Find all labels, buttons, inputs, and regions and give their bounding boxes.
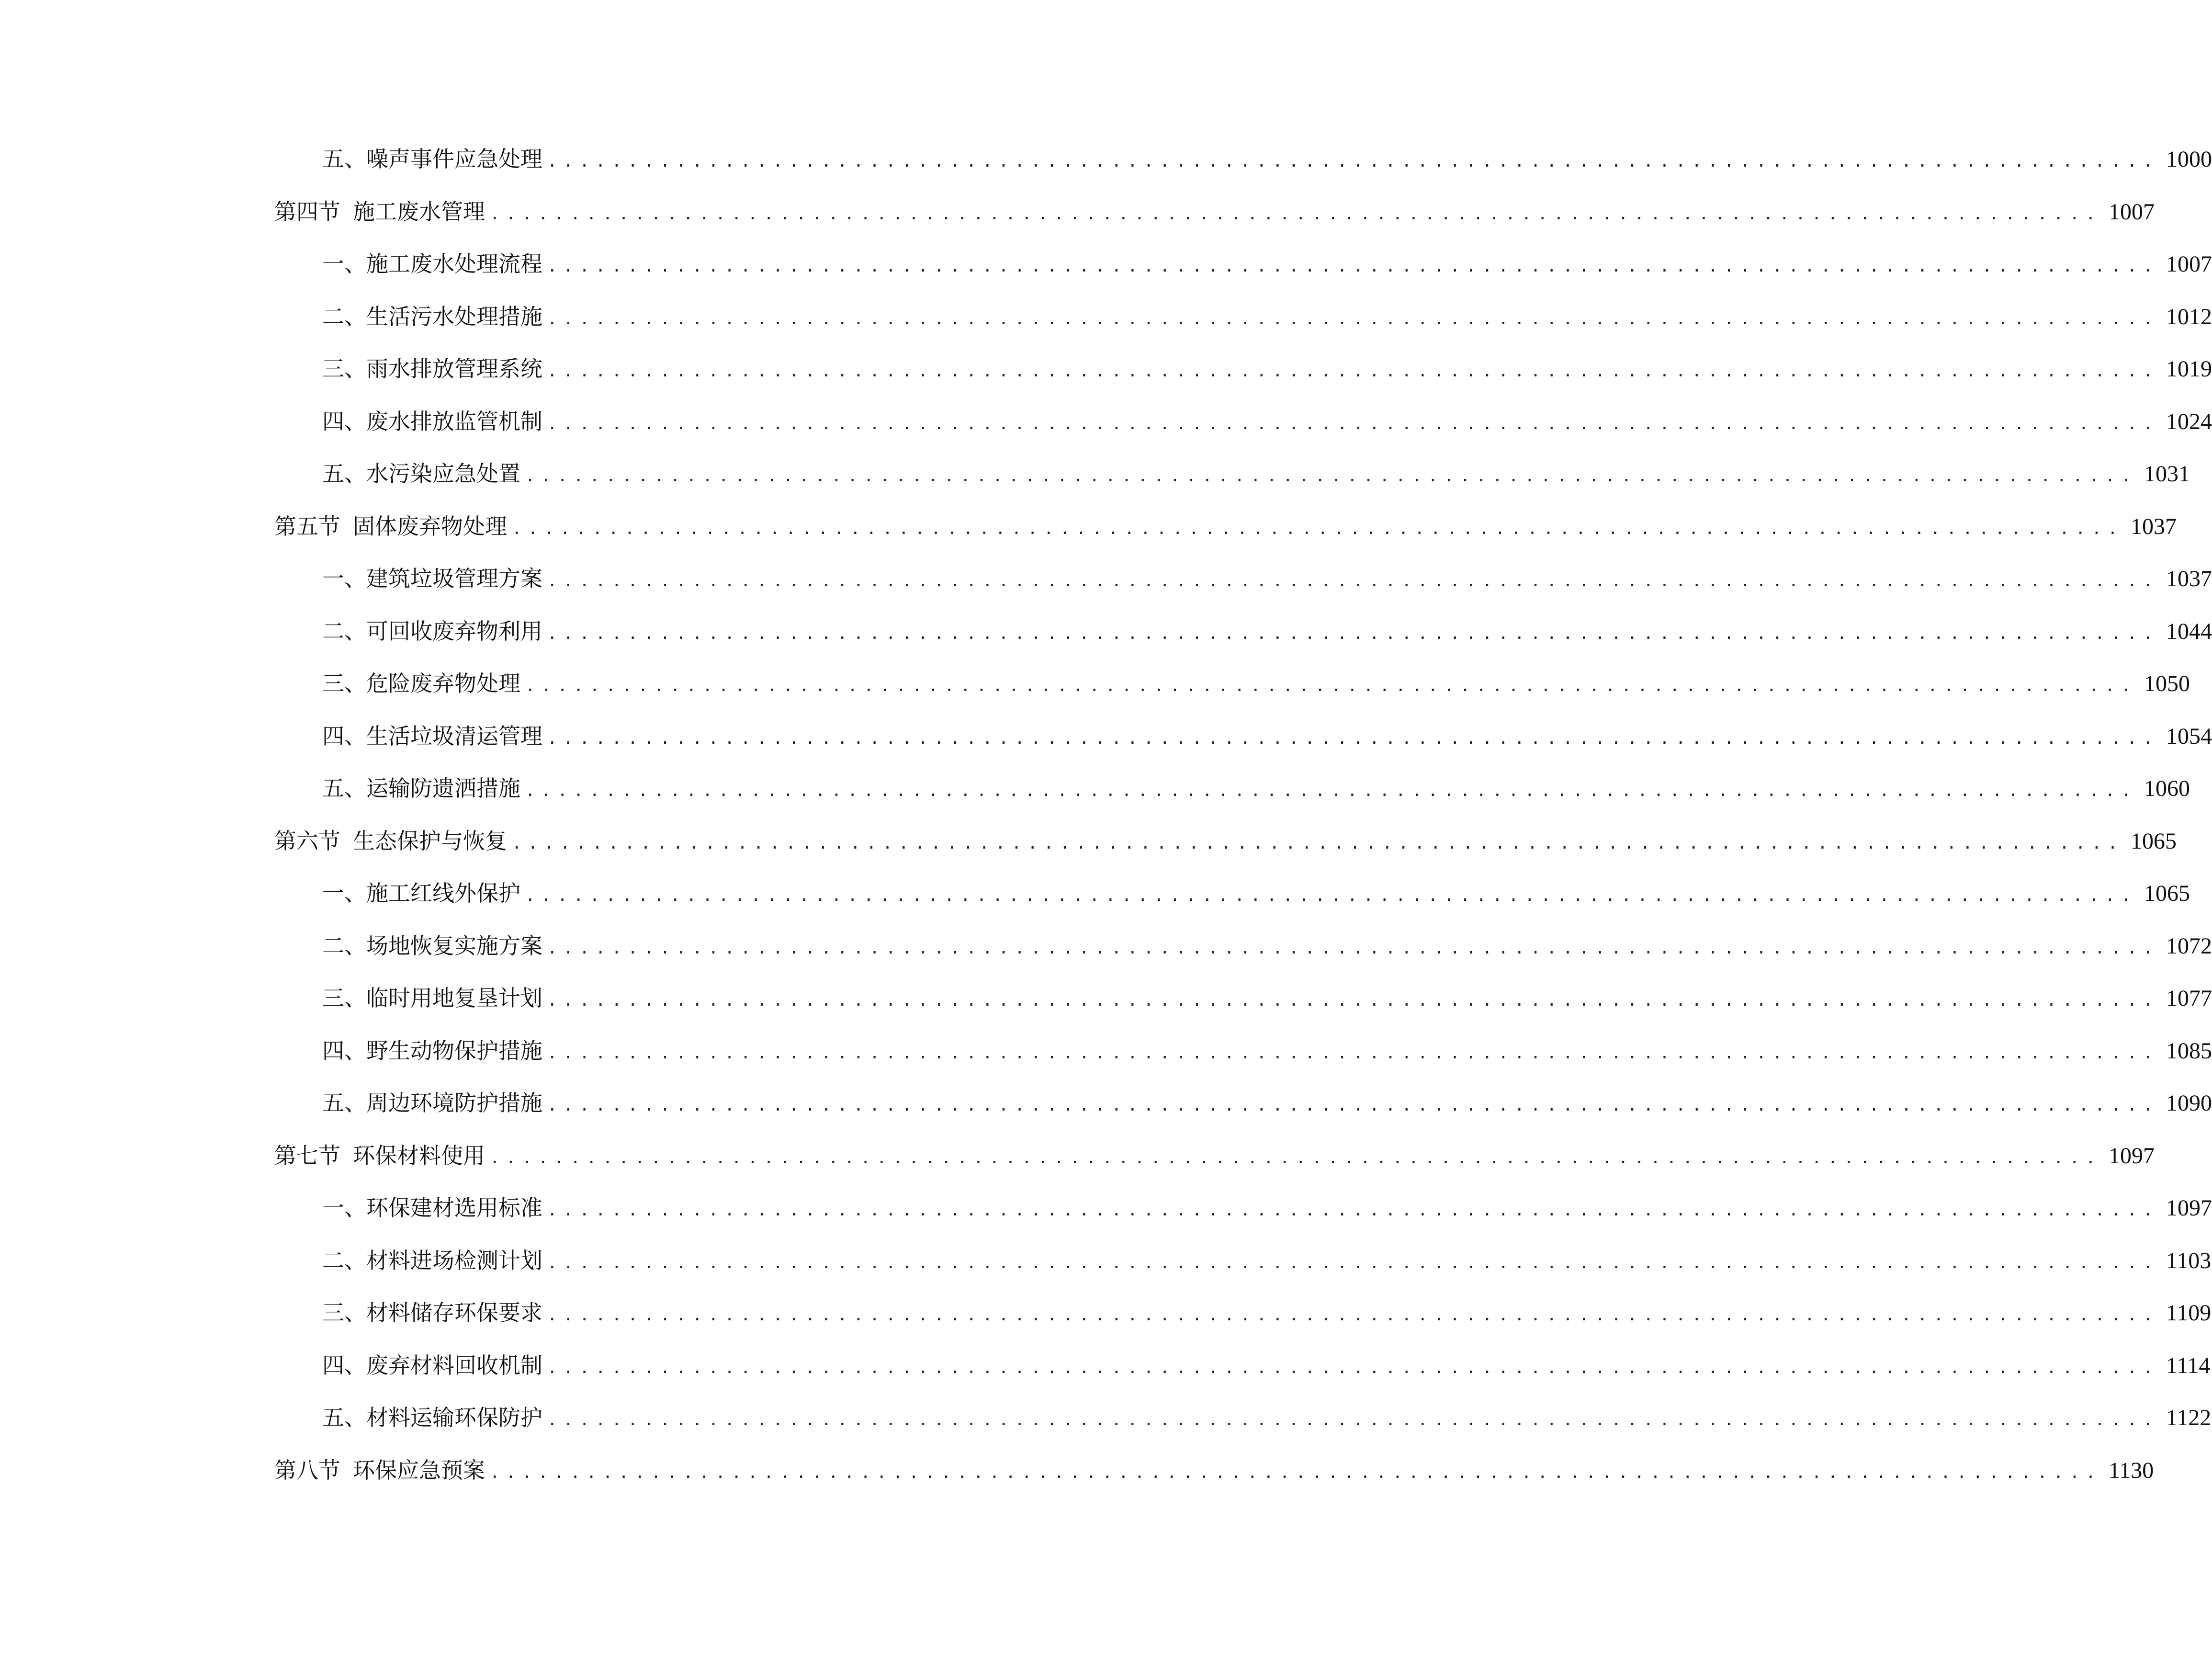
dot-leader: .................................................................................................... xyxy=(525,781,2137,800)
toc-section-title: 固体废弃物处理 xyxy=(353,513,507,539)
toc-section-title: 生态保护与恢复 xyxy=(353,828,507,854)
dot-leader: .................................................................................................... xyxy=(547,1410,2159,1430)
toc-entry-title: 建筑垃圾管理方案 xyxy=(366,566,542,591)
toc-entry-page: 1072 xyxy=(2166,933,2212,959)
toc-entry-title: 生活垃圾清运管理 xyxy=(366,723,542,749)
toc-entry-page: 1024 xyxy=(2166,409,2212,434)
toc-entry-title: 运输防遗洒措施 xyxy=(366,775,520,801)
toc-entry-number: 二、 xyxy=(322,1248,366,1273)
dot-leader: .................................................................................................... xyxy=(547,1044,2159,1063)
toc-entry-number: 五、 xyxy=(322,1090,366,1116)
dot-leader: .................................................................................................... xyxy=(547,1305,2159,1325)
toc-entry-number: 一、 xyxy=(322,880,366,906)
toc-entry-title: 废水排放监管机制 xyxy=(366,409,542,434)
toc-entry-page: 1130 xyxy=(2108,1458,2154,1483)
dot-leader: .................................................................................................... xyxy=(547,571,2159,590)
toc-entry-title: 环保建材选用标准 xyxy=(366,1195,542,1221)
toc-entry-page: 1007 xyxy=(2166,251,2212,277)
toc-entry-number: 二、 xyxy=(322,933,366,959)
toc-entry-title: 可回收废弃物利用 xyxy=(366,618,542,644)
toc-entry-number: 四、 xyxy=(322,723,366,749)
dot-leader: .................................................................................................... xyxy=(547,1358,2159,1377)
toc-entry-page: 1054 xyxy=(2166,724,2212,749)
toc-entry-page: 1065 xyxy=(2144,881,2190,906)
toc-section-entry[interactable] xyxy=(274,507,2177,545)
toc-entry[interactable] xyxy=(322,1241,2212,1280)
toc-entry-page: 1103 xyxy=(2166,1248,2212,1273)
toc-entry-page: 1097 xyxy=(2166,1195,2212,1221)
dot-leader: .................................................................................................... xyxy=(547,257,2159,276)
dot-leader: .................................................................................................... xyxy=(547,152,2159,171)
toc-entry-title: 废弃材料回收机制 xyxy=(366,1352,542,1378)
dot-leader: .................................................................................................... xyxy=(490,204,2102,224)
toc-entry-title: 施工红线外保护 xyxy=(366,880,520,906)
dot-leader: .................................................................................................... xyxy=(512,519,2124,538)
dot-leader: .................................................................................................... xyxy=(547,1096,2159,1115)
toc-entry[interactable] xyxy=(322,717,2212,755)
toc-section-number: 第八节 xyxy=(274,1457,340,1483)
dot-leader: .................................................................................................... xyxy=(512,834,2124,853)
toc-section-entry[interactable] xyxy=(274,193,2155,231)
toc-entry-page: 1050 xyxy=(2144,671,2190,696)
toc-entry[interactable] xyxy=(322,1294,2212,1332)
toc-entry-title: 周边环境防护措施 xyxy=(366,1090,542,1116)
toc-entry-number: 五、 xyxy=(322,775,366,801)
dot-leader: .................................................................................................... xyxy=(547,991,2159,1010)
toc-section-number: 第六节 xyxy=(274,828,340,854)
toc-entry-page: 1065 xyxy=(2130,829,2177,854)
toc-entry-title: 材料进场检测计划 xyxy=(366,1248,542,1273)
dot-leader: .................................................................................................... xyxy=(547,729,2159,748)
toc-entry[interactable] xyxy=(322,927,2212,965)
toc-entry-number: 三、 xyxy=(322,985,366,1011)
dot-leader: .................................................................................................... xyxy=(525,676,2137,695)
toc-entry-page: 1037 xyxy=(2166,566,2212,591)
toc-entry[interactable] xyxy=(322,1189,2212,1227)
toc-entry-page: 1031 xyxy=(2144,461,2190,487)
toc-entry-page: 1000 xyxy=(2166,147,2212,172)
toc-entry[interactable] xyxy=(322,350,2212,388)
toc-entry-number: 四、 xyxy=(322,409,366,434)
toc-entry-page: 1019 xyxy=(2166,356,2212,382)
toc-entry-number: 三、 xyxy=(322,356,366,382)
toc-entry-page: 1077 xyxy=(2166,986,2212,1011)
toc-entry-page: 1122 xyxy=(2166,1405,2212,1430)
toc-entry-page: 1090 xyxy=(2166,1090,2212,1116)
dot-leader: .................................................................................................... xyxy=(490,1148,2102,1168)
toc-entry-title: 水污染应急处置 xyxy=(366,461,520,487)
toc-entry[interactable] xyxy=(322,979,2212,1017)
toc-section-title: 施工废水管理 xyxy=(353,199,485,225)
toc-entry-page: 1109 xyxy=(2166,1300,2212,1326)
toc-section-entry[interactable] xyxy=(274,1136,2155,1175)
toc-entry-page: 1007 xyxy=(2108,199,2155,225)
toc-entry-number: 一、 xyxy=(322,566,366,591)
toc-section-number: 第四节 xyxy=(274,199,340,225)
toc-entry-title: 雨水排放管理系统 xyxy=(366,356,542,382)
toc-section-title: 环保材料使用 xyxy=(353,1143,485,1169)
toc-entry[interactable] xyxy=(322,559,2212,598)
dot-leader: .................................................................................................... xyxy=(547,309,2159,329)
toc-entry-number: 四、 xyxy=(322,1038,366,1064)
toc-entry-number: 二、 xyxy=(322,618,366,644)
toc-entry[interactable] xyxy=(322,454,2190,493)
dot-leader: .................................................................................................... xyxy=(525,886,2137,905)
toc-entry-number: 五、 xyxy=(322,146,366,172)
toc-entry[interactable] xyxy=(322,1032,2212,1070)
toc-section-title: 环保应急预案 xyxy=(353,1457,485,1483)
dot-leader: .................................................................................................... xyxy=(547,1201,2159,1220)
toc-entry-page: 1012 xyxy=(2166,304,2212,329)
toc-entry[interactable] xyxy=(322,1346,2211,1385)
toc-entry[interactable] xyxy=(322,1084,2212,1122)
toc-entry-title: 场地恢复实施方案 xyxy=(366,933,542,959)
toc-entry-title: 材料储存环保要求 xyxy=(366,1300,542,1326)
toc-entry-page: 1060 xyxy=(2144,776,2190,801)
toc-entry[interactable] xyxy=(322,874,2190,912)
toc-section-number: 第七节 xyxy=(274,1143,340,1169)
toc-entry-number: 五、 xyxy=(322,1405,366,1430)
toc-section-entry[interactable] xyxy=(274,1451,2154,1489)
toc-entry[interactable] xyxy=(322,245,2212,283)
toc-entry-number: 三、 xyxy=(322,1300,366,1326)
dot-leader: .................................................................................................... xyxy=(547,939,2159,958)
toc-entry[interactable] xyxy=(322,1398,2212,1437)
toc-entry-page: 1044 xyxy=(2166,619,2212,644)
toc-entry-number: 二、 xyxy=(322,304,366,329)
toc-entry[interactable] xyxy=(322,297,2212,336)
toc-entry-number: 五、 xyxy=(322,461,366,487)
toc-entry-page: 1085 xyxy=(2166,1038,2212,1064)
toc-entry-number: 一、 xyxy=(322,251,366,277)
dot-leader: .................................................................................................... xyxy=(547,414,2159,433)
toc-entry-number: 一、 xyxy=(322,1195,366,1221)
toc-entry[interactable] xyxy=(322,664,2190,703)
toc-section-number: 第五节 xyxy=(274,513,340,539)
toc-entry-page: 1097 xyxy=(2108,1143,2155,1169)
toc-section-entry[interactable] xyxy=(274,822,2177,860)
dot-leader: .................................................................................................... xyxy=(547,1253,2159,1272)
toc-entry-title: 材料运输环保防护 xyxy=(366,1405,542,1430)
toc-entry-number: 四、 xyxy=(322,1352,366,1378)
toc-entry-title: 施工废水处理流程 xyxy=(366,251,542,277)
dot-leader: .................................................................................................... xyxy=(547,362,2159,381)
toc-entry-title: 噪声事件应急处理 xyxy=(366,146,542,172)
toc-entry-page: 1037 xyxy=(2130,514,2177,539)
toc-entry-page: 1114 xyxy=(2166,1353,2211,1378)
dot-leader: .................................................................................................... xyxy=(490,1463,2102,1482)
toc-entry[interactable] xyxy=(322,769,2190,807)
toc-entry-title: 临时用地复垦计划 xyxy=(366,985,542,1011)
toc-entry-title: 危险废弃物处理 xyxy=(366,670,520,696)
toc-entry[interactable] xyxy=(322,402,2212,441)
dot-leader: .................................................................................................... xyxy=(525,466,2137,486)
toc-entry[interactable] xyxy=(322,140,2212,178)
toc-entry-title: 野生动物保护措施 xyxy=(366,1038,542,1064)
toc-entry-title: 生活污水处理措施 xyxy=(366,304,542,329)
dot-leader: .................................................................................................... xyxy=(547,624,2159,643)
toc-entry-number: 三、 xyxy=(322,670,366,696)
toc-entry[interactable] xyxy=(322,612,2212,650)
